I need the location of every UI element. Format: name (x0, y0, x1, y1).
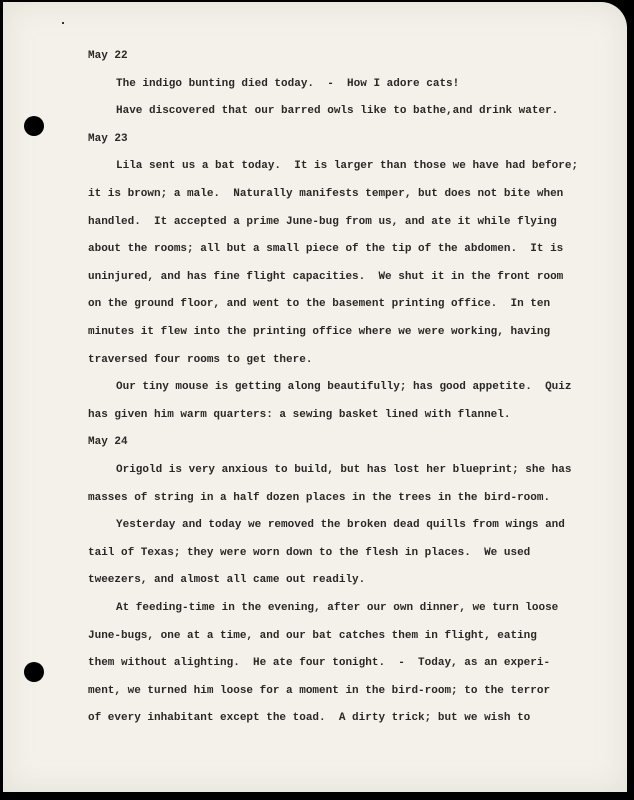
text-line: masses of string in a half dozen places in the trees in the bird-room. (88, 491, 551, 504)
text-line: June-bugs, one at a time, and our bat catches them in flight, eating (88, 629, 537, 642)
text-line: of every inhabitant except the toad. A dirty trick; but we wish to (88, 712, 531, 725)
text-line: Have discovered that our barred owls like to bathe,and drink water. (116, 105, 559, 118)
text-line: has given him warm quarters: a sewing basket lined with flannel. (88, 408, 511, 421)
text-line: tweezers, and almost all came out readily. (88, 574, 366, 587)
text-line: handled. It accepted a prime June-bug from us, and ate it while flying (88, 215, 557, 228)
text-line: Lila sent us a bat today. It is larger than those we have had before; (116, 160, 579, 173)
text-line: Origold is very anxious to build, but has lost her blueprint; she has (116, 464, 572, 476)
text-line: on the ground floor, and went to the basement printing office. In ten (88, 298, 551, 311)
date-heading: May 22 (88, 50, 128, 62)
text-line: minutes it flew into the printing office where we were working, having (88, 326, 551, 338)
ink-speck (62, 22, 64, 24)
text-line: uninjured, and has fine flight capacities. We shut it in the front room (88, 270, 564, 283)
text-line: The indigo bunting died today. - How I adore cats! (116, 77, 460, 90)
date-heading: May 24 (88, 436, 128, 449)
text-line: about the rooms; all but a small piece of the tip of the abdomen. It is (88, 243, 564, 256)
text-line: Our tiny mouse is getting along beautifully; has good appetite. Quiz (116, 381, 572, 394)
typewritten-page (3, 2, 627, 792)
punch-hole-bottom (24, 662, 44, 682)
text-line: traversed four rooms to get there. (88, 353, 313, 366)
text-line: Yesterday and today we removed the broken dead quills from wings and (116, 519, 565, 532)
text-line: it is brown; a male. Naturally manifests temper, but does not bite when (88, 188, 564, 200)
punch-hole-top (24, 116, 44, 136)
date-heading: May 23 (88, 132, 128, 145)
text-line: them without alighting. He ate four tonight. - Today, as an experi- (88, 657, 551, 670)
text-line: ment, we turned him loose for a moment in the bird-room; to the terror (88, 684, 551, 697)
text-line: At feeding-time in the evening, after our own dinner, we turn loose (116, 602, 559, 614)
text-line: tail of Texas; they were worn down to the flesh in places. We used (88, 546, 531, 559)
